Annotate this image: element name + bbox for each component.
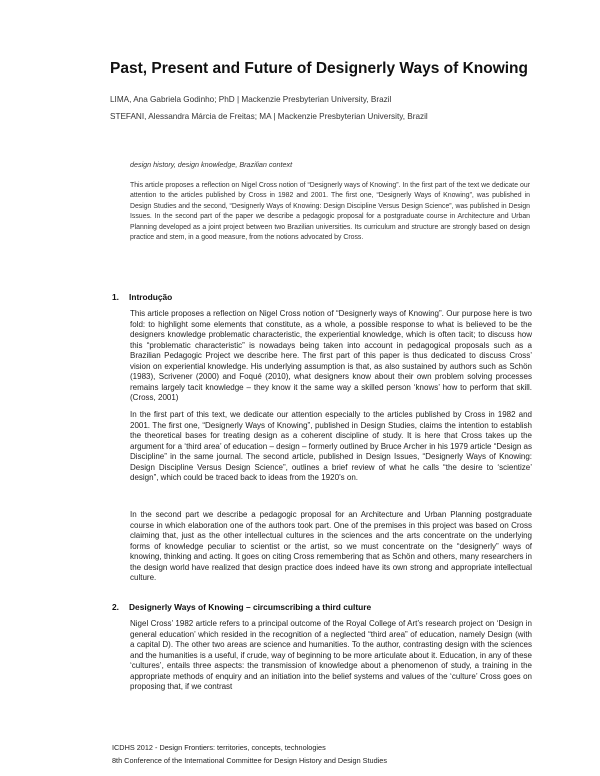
section-1-heading: [112, 292, 172, 302]
author-stefani: STEFANI, Alessandra Márcia de Freitas; MA | Mackenzie Presbyterian University, Brazil: [110, 112, 428, 121]
section-1-paragraph-3: In the second part we describe a pedagogic proposal for an Architecture and Urban Planning postgraduate course in which elaboration one of the authors took part. One of the premises in this project was based on Cross claiming that, just as the other intellectual cultures in the sciences and the arts concentrate on the underlying forms of knowledge peculiar to scientist or the artist, so we must concentrate on the “designerly” ways of knowing, thinking and acting. It goes on citing Cross remembering that as Schön and others, many researchers in the design world have realized that design practice does indeed have its own strong and appropriate intellectual culture.: [130, 510, 532, 583]
author-lima: LIMA, Ana Gabriela Godinho; PhD | Mackenzie Presbyterian University, Brazil: [110, 95, 392, 104]
section-2-heading: [112, 602, 371, 612]
section-2-paragraph-1: Nigel Cross’ 1982 article refers to a principal outcome of the Royal College of Art’s research project on ‘Design in general education’ which resided in the recognition of a neglected “third area” of education, namely Design (with a capital D). The other two areas are science and humanities. To the author, contrasting design with the sciences and the humanities is a useful, if crude, way of beginning to be more articulate about it. Education, in any of these ‘cultures’, entails three aspects: the transmission of knowledge about a phenomenon of study, a training in the appropriate methods of enquiry and an initiation into the belief systems and values of the ‘culture’ Cross goes on proposing that, if we contrast: [130, 619, 532, 692]
keywords: design history, design knowledge, Brazilian context: [130, 160, 293, 169]
section-2-title: Designerly Ways of Knowing – circumscribing a third culture: [129, 602, 372, 612]
footer-conference: ICDHS 2012 - Design Frontiers: territories, concepts, technologies: [112, 743, 326, 752]
abstract: This article proposes a reflection on Nigel Cross notion of “Designerly ways of Knowing”. In the first part of the text we dedicate our attention to the articles published by Cross in 1982 and 2001. The first one, “Designerly Ways of Knowing”, was published in Design Studies and the second, “Designerly Ways of Knowing: Design Discipline Versus Design Science”, was published in Design Issues. In the second part of the paper we describe a pedagogic proposal for a postgraduate course in Architecture and Urban Planning developed as a joint project between two Brazilian universities. Its curriculum and structure are strongly based on design practice and stem, in a good measure, from the notions advocated by Cross.: [130, 182, 530, 242]
section-1-paragraph-2: In the first part of this text, we dedicate our attention especially to the articles published by Cross in 1982 and 2001. The first one, “Designerly Ways of Knowing”, published in Design Studies, claims the intention to establish the theoretical bases for treating design as a coherent discipline of study. It is here that Cross takes up the argument for a ‘third area’ of education – design – formerly outlined by Bruce Archer in his 1979 article “Design as Discipline” in the same journal. The second article, published in Design Issues, “Designerly Ways of Knowing: Design Discipline Versus Design Science”, outlines a brief review of what he calls “the desire to ‘scientize’ design”, which could be traced back to ideas from the 1920’s on.: [130, 410, 532, 483]
section-1-number: 1.: [112, 292, 119, 302]
section-1-paragraph-1: This article proposes a reflection on Nigel Cross notion of “Designerly ways of Knowing”. Our purpose here is two fold: to highlight some elements that constitute, as a whole, a possible response to what is believed to be the designers knowledge problematic characteristic, the experiential knowledge, which is often tacit; to discuss how this “problematic characteristic” is nowadays being taken into account in pedagogical proposals such as a Brazilian Pedagogic Project we describe here. The first part of this paper is thus dedicated to discuss Cross’ vision on experiential knowledge. His underlying assumption is that, as also sustained by authors such as Schön (1983), Scrivener (2000) and Foqué (2010), what designers know about their own problem solving processes remains largely tacit knowledge – they know it the same way a skilled person ‘knows’ how to perform that skill. (Cross, 2001): [130, 309, 532, 403]
footer-committee: 8th Conference of the International Committee for Design History and Design Studies: [112, 756, 387, 765]
paper-title: Past, Present and Future of Designerly Ways of Knowing: [110, 60, 528, 77]
section-2-number: 2.: [112, 602, 119, 612]
section-1-title: Introdução: [129, 292, 173, 302]
